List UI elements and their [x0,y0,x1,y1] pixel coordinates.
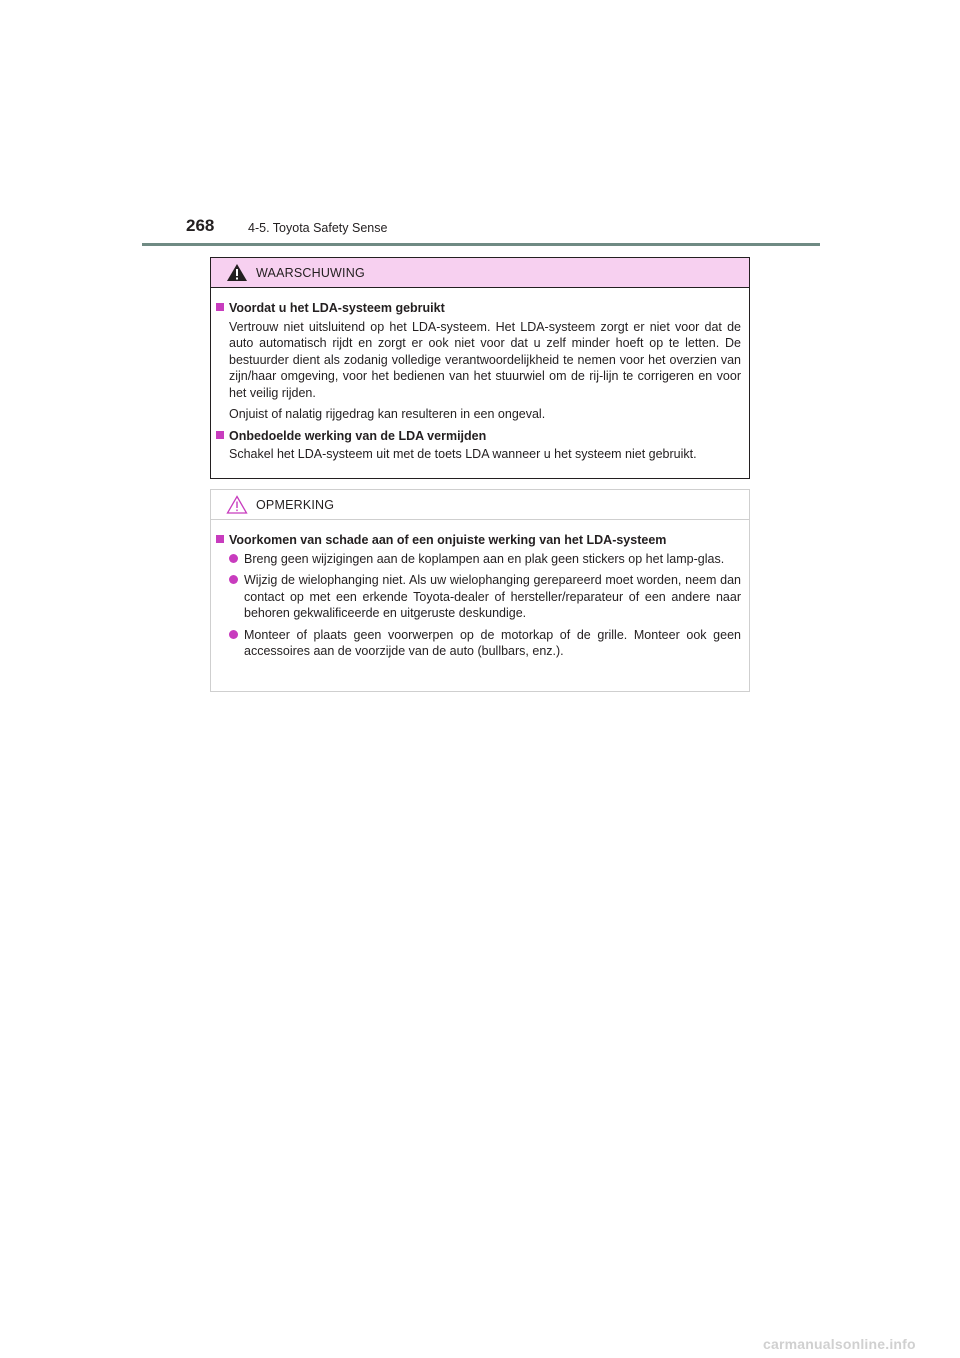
note-box [210,489,750,692]
warning-heading-text: Voordat u het LDA-systeem gebruikt [229,301,445,315]
square-bullet-icon [216,431,224,439]
note-heading-text: Voorkomen van schade aan of een onjuiste werking van het LDA-systeem [229,533,667,547]
square-bullet-icon [216,303,224,311]
note-bullet-text: Monteer of plaats geen voorwerpen op de motorkap of de grille. Monteer ook geen accessoires aan de voorzijde van de auto (bullbars, enz.). [244,627,741,658]
header-rule [142,243,820,246]
caution-triangle-outline-icon [226,495,248,514]
note-bullet-text: Breng geen wijzigingen aan de koplampen aan en plak geen stickers op het lamp-glas. [244,551,725,566]
watermark: carmanualsonline.info [763,1336,916,1352]
warning-section [216,300,741,423]
section-title: 4-5. Toyota Safety Sense [248,221,388,235]
note-bullet [216,551,741,568]
note-heading [216,532,741,549]
note-header [211,490,749,520]
round-bullet-icon [229,554,238,563]
square-bullet-icon [216,535,224,543]
page-number: 268 [186,216,215,235]
note-body [211,520,749,660]
warning-heading [216,300,741,317]
warning-body [211,288,749,463]
note-bullet [216,572,741,622]
warning-paragraph: Vertrouw niet uitsluitend op het LDA-systeem. Het LDA-systeem zorgt er niet voor dat de auto automatisch rijdt en zorgt er ook niet voor dat u zelf minder hoeft op te letten. De bestuurder dient als zodanig volledige verantwoordelijkheid te nemen voor het overzien van zijn/haar omgeving, voor het bedienen van het stuurwiel om de rij-lijn te corrigeren en voor het veilig rijden. [229,319,741,400]
round-bullet-icon [229,575,238,584]
warning-heading-text: Onbedoelde werking van de LDA vermijden [229,428,487,443]
warning-header [211,258,749,288]
warning-title: WAARSCHUWING [256,265,365,280]
warning-heading [216,428,741,445]
warning-paragraph: Schakel het LDA-systeem uit met de toets LDA wanneer u het systeem niet gebruikt. [229,447,697,461]
warning-paragraph: Onjuist of nalatig rijgedrag kan resulteren in een ongeval. [229,407,546,421]
warning-section [216,428,741,463]
note-bullet [216,627,741,660]
note-bullet-text: Wijzig de wielophanging niet. Als uw wielophanging gerepareerd moet worden, neem dan contact op met een erkende Toyota-dealer of hersteller/reparateur of een andere naar behoren gekwalificeerde en uitgeruste deskundige. [244,573,741,620]
round-bullet-icon [229,630,238,639]
warning-box [210,257,750,479]
note-title: OPMERKING [256,497,335,512]
warning-triangle-icon [226,263,248,282]
